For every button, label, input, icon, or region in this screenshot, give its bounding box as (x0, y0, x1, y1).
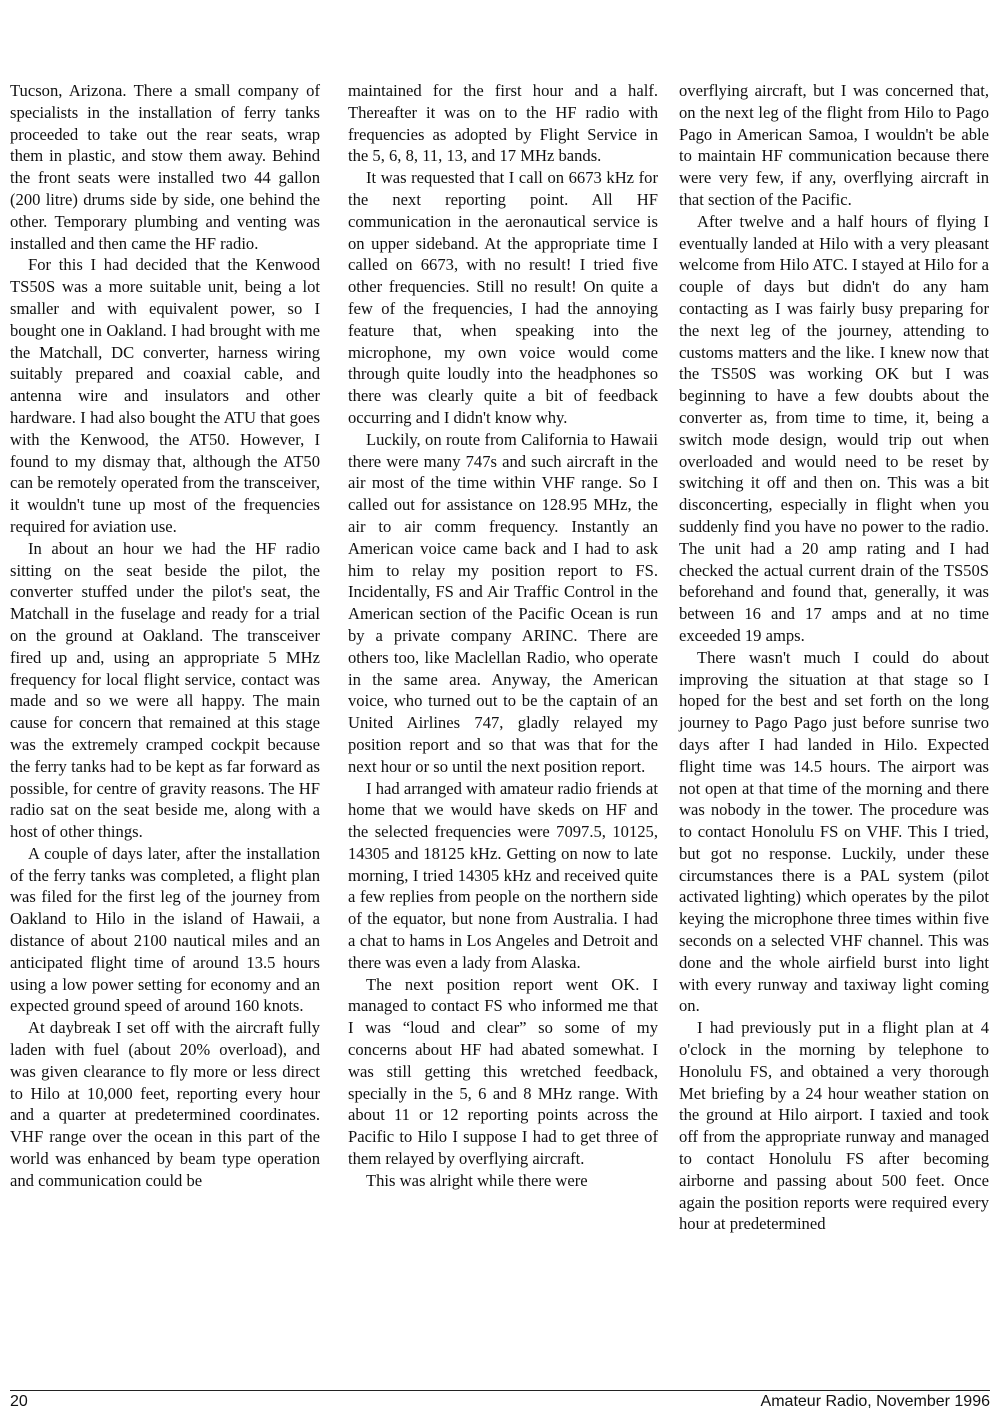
paragraph: overflying aircraft, but I was concerned that, on the next leg of the flight from Hilo to Pago Pago in American Samoa, I wouldn't be able to maintain HF communication because there were very few, if any, overflying aircraft in that section of the Pacific. (679, 81, 989, 209)
page-number: 20 (10, 1393, 28, 1410)
paragraph: It was requested that I call on 6673 kHz for the next reporting point. All HF communication in the aeronautical service is on upper sideband. At the appropriate time I called on 6673, with no result! I tried five other frequencies. Still no result! On quite a few of the frequencies, I had the annoying feature that, when speaking into the microphone, my own voice would come through quite loudly into the headphones so there was clearly quite a bit of feedback occurring and I didn't know why. (348, 168, 658, 427)
paragraph: After twelve and a half hours of flying I eventually landed at Hilo with a very pleasant welcome from Hilo ATC. I stayed at Hilo for a couple of days but didn't do any ham contacting as I was fairly busy preparing for the next leg of the journey, attending to customs matters and the like. I knew now that the TS50S was working OK but I was beginning to have a few doubts about the converter as, from time to time, it, being a switch mode design, would trip out when overloaded and would need to be reset by switching it off and then on. This was a bit disconcerting, especially in flight when you suddenly find you have no power to the radio. The unit had a 20 amp rating and I had checked the actual current drain of the TS50S beforehand and found that, generally, it was between 16 and 17 amps and at no time exceeded 19 amps. (679, 211, 989, 645)
publication-footer: Amateur Radio, November 1996 (760, 1393, 990, 1410)
paragraph: I had previously put in a flight plan at 4 o'clock in the morning by telephone to Honolulu FS, and obtained a very thorough Met briefing by a 24 hour weather station on the ground at Hilo airport. I taxied and took off from the appropriate runway and managed to contact Honolulu FS after becoming airborne and passing about 500 feet. Once again the position reports were required every hour at predetermined (679, 1018, 989, 1234)
paragraph: Tucson, Arizona. There a small company of specialists in the installation of ferry tanks proceeded to take out the rear seats, wrap them in plastic, and stow them away. Behind the front seats were installed two 44 gallon (200 litre) drums side by side, one behind the other. Temporary plumbing and venting was installed and then came the HF radio. (10, 81, 320, 253)
paragraph: maintained for the first hour and a half. Thereafter it was on to the HF radio with frequencies as adopted by Flight Service in the 5, 6, 8, 11, 13, and 17 MHz bands. (348, 81, 658, 166)
paragraph: A couple of days later, after the installation of the ferry tanks was completed, a flight plan was filed for the first leg of the journey from Oakland to Hilo in the island of Hawaii, a distance of about 2100 nautical miles and an anticipated flight time of around 13.5 hours using a low power setting for economy and an expected ground speed of around 160 knots. (10, 843, 320, 1016)
text-column-2 (348, 80, 658, 1192)
text-column-3 (679, 80, 989, 1235)
paragraph: For this I had decided that the Kenwood TS50S was a more suitable unit, being a lot smaller and with equivalent power, so I bought one in Oakland. I had brought with me the Matchall, DC converter, harness wiring suitably prepared and coaxial cable, and antenna wire and insulators and other hardware. I had also bought the ATU that goes with the Kenwood, the AT50. However, I found to my dismay that, although the AT50 can be remotely operated from the transceiver, it wouldn't tune up most of the frequencies required for aviation use. (10, 255, 320, 536)
paragraph: In about an hour we had the HF radio sitting on the seat beside the pilot, the converter stuffed under the pilot's seat, the Matchall in the fuselage and ready for a trial on the ground at Oakland. The transceiver fired up and, using an appropriate 5 MHz frequency for local flight service, contact was made and so we were all happy. The main cause for concern that remained at this stage was the extremely cramped cockpit because the ferry tanks had to be kept as far forward as possible, for centre of gravity reasons. The HF radio sat on the seat beside me, along with a host of other things. (10, 538, 320, 842)
paragraph: I had arranged with amateur radio friends at home that we would have skeds on HF and the selected frequencies were 7097.5, 10125, 14305 and 18125 kHz. Getting on now to late morning, I tried 14305 kHz and received quite a few replies from people on the northern side of the equator, but none from Australia. I had a chat to hams in Los Angeles and Detroit and there was even a lady from Alaska. (348, 778, 658, 972)
footer-rule (10, 1390, 990, 1391)
paragraph: There wasn't much I could do about improving the situation at that stage so I hoped for the best and set forth on the long journey to Pago Pago just before sunrise two days after I had landed in Hilo. Expected flight time was 14.5 hours. The airport was not open at that time of the morning and there was nobody in the tower. The procedure was to contact Honolulu FS on VHF. This I tried, but got no response. Luckily, under these circumstances there is a PAL system (pilot activated lighting) which operates by the pilot keying the microphone three times within five seconds on a selected VHF channel. This was done and the whole airfield burst into light with every runway and taxiway light coming on. (679, 647, 989, 1016)
paragraph: At daybreak I set off with the aircraft fully laden with fuel (about 20% overload), and was given clearance to fly more or less direct to Hilo at 10,000 feet, reporting every hour and a quarter at predetermined coordinates. VHF range over the ocean in this part of the world was enhanced by beam type operation and communication could be (10, 1018, 320, 1190)
paragraph: This was alright while there were (366, 1170, 588, 1190)
paragraph: Luckily, on route from California to Hawaii there were many 747s and such aircraft in the air most of the time within VHF range. So I called out for assistance on 128.95 MHz, the air to air comm frequency. Instantly an American voice came back and I had to ask him to relay my position report to FS. Incidentally, FS and Air Traffic Control in the American section of the Pacific Ocean is run by a private company ARINC. There are others too, like Maclellan Radio, who operate in the same area. Anyway, the American voice, who turned out to be the captain of an United Airlines 747, gladly relayed my position report and so that was that for the next hour or so until the next position report. (348, 429, 658, 776)
paragraph: The next position report went OK. I managed to contact FS who informed me that I was “loud and clear” so some of my concerns about HF had abated somewhat. I was still getting this wretched feedback, specially in the 5, 6 and 8 MHz range. With about 11 or 12 reporting points across the Pacific to Hilo I suppose I had to get three of them relayed by overflying aircraft. (348, 974, 658, 1169)
text-column-1 (10, 80, 320, 1192)
